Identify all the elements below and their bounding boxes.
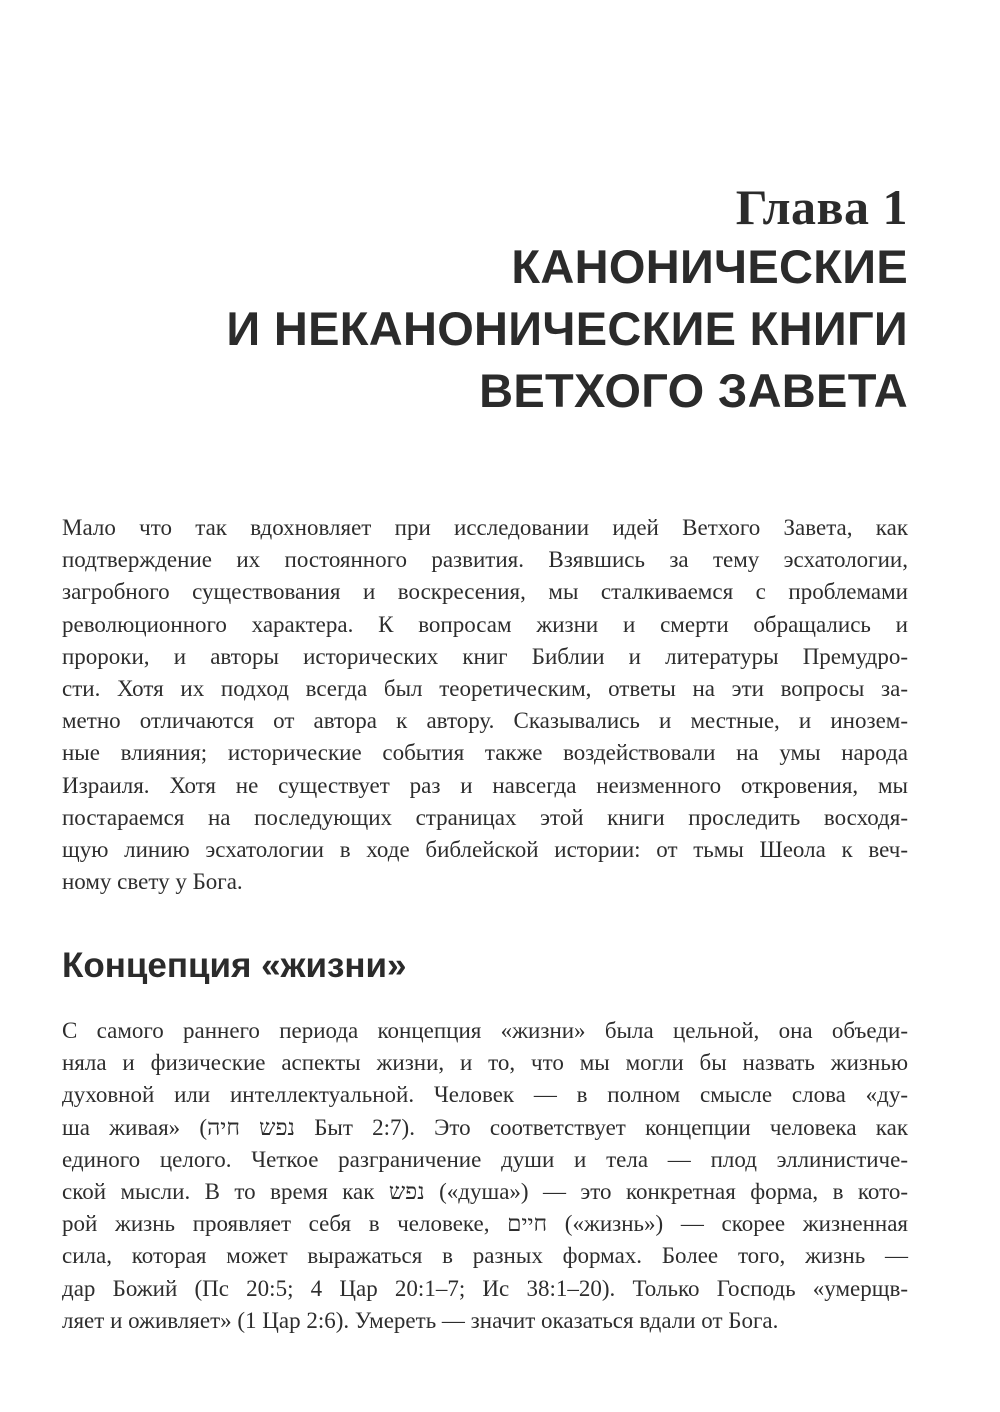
section-paragraph: [62, 1015, 908, 1337]
paragraph-line: загробного существования и воскресения, мы сталкиваемся с проблемами: [62, 579, 908, 605]
paragraph-line: ша живая» (נפש חיה Быт 2:7). Это соответствует концепции человека как: [62, 1114, 909, 1140]
paragraph-line: метно отличаются от автора к автору. Сказывались и местные, и инозем-: [62, 708, 908, 734]
intro-paragraph: [62, 512, 908, 898]
paragraph-line: духовной или интеллектуальной. Человек — в полном смысле слова «ду-: [62, 1082, 908, 1108]
paragraph-line: единого целого. Четкое разграничение души и тела — плод эллинистиче-: [62, 1146, 908, 1172]
paragraph-line: ному свету у Бога.: [62, 869, 243, 895]
paragraph-line: няла и физические аспекты жизни, и то, что мы могли бы назвать жизнью: [62, 1050, 908, 1076]
paragraph-line: рой жизнь проявляет себя в человеке, חיים («жизнь») — скорее жизненная: [62, 1211, 908, 1237]
paragraph-line: ляет и оживляет» (1 Цар 2:6). Умереть — значит оказаться вдали от Бога.: [62, 1307, 779, 1333]
paragraph-line: ской мысли. В то время как נפש («душа») — это конкретная форма, в кото-: [62, 1179, 908, 1205]
paragraph-line: Израиля. Хотя не существует раз и навсегда неизменного откровения, мы: [62, 772, 908, 798]
paragraph-line: революционного характера. К вопросам жизни и смерти обращались и: [62, 611, 908, 637]
paragraph-line: постараемся на последующих страницах этой книги проследить восходя-: [62, 804, 908, 830]
paragraph-line: ные влияния; исторические события также воздействовали на умы народа: [62, 740, 908, 766]
paragraph-line: сти. Хотя их подход всегда был теоретическим, ответы на эти вопросы за-: [62, 676, 908, 702]
paragraph-line: дар Божий (Пс 20:5; 4 Цар 20:1–7; Ис 38:1–20). Только Господь «умерщв-: [62, 1275, 908, 1301]
paragraph-line: подтверждение их постоянного развития. Взявшись за тему эсхатологии,: [62, 547, 908, 573]
paragraph-line: пророки, и авторы исторических книг Библии и литературы Премудро-: [62, 643, 908, 669]
chapter-header: [88, 178, 908, 422]
paragraph-line: сила, которая может выражаться в разных формах. Более того, жизнь —: [62, 1243, 908, 1269]
chapter-title-line: ВЕТХОГО ЗАВЕТА: [479, 364, 908, 417]
paragraph-line: С самого раннего периода концепция «жизни» была цельной, она объеди-: [62, 1018, 908, 1043]
paragraph-line: щую линию эсхатологии в ходе библейской истории: от тьмы Шеола к веч-: [62, 837, 908, 863]
paragraph-line: Мало что так вдохновляет при исследовании идей Ветхого Завета, как: [62, 515, 908, 540]
chapter-title-line: КАНОНИЧЕСКИЕ: [511, 240, 908, 293]
chapter-number: Глава 1: [735, 179, 908, 235]
section-heading: Концепция «жизни»: [62, 946, 407, 985]
chapter-title-line: И НЕКАНОНИЧЕСКИЕ КНИГИ: [226, 302, 908, 355]
